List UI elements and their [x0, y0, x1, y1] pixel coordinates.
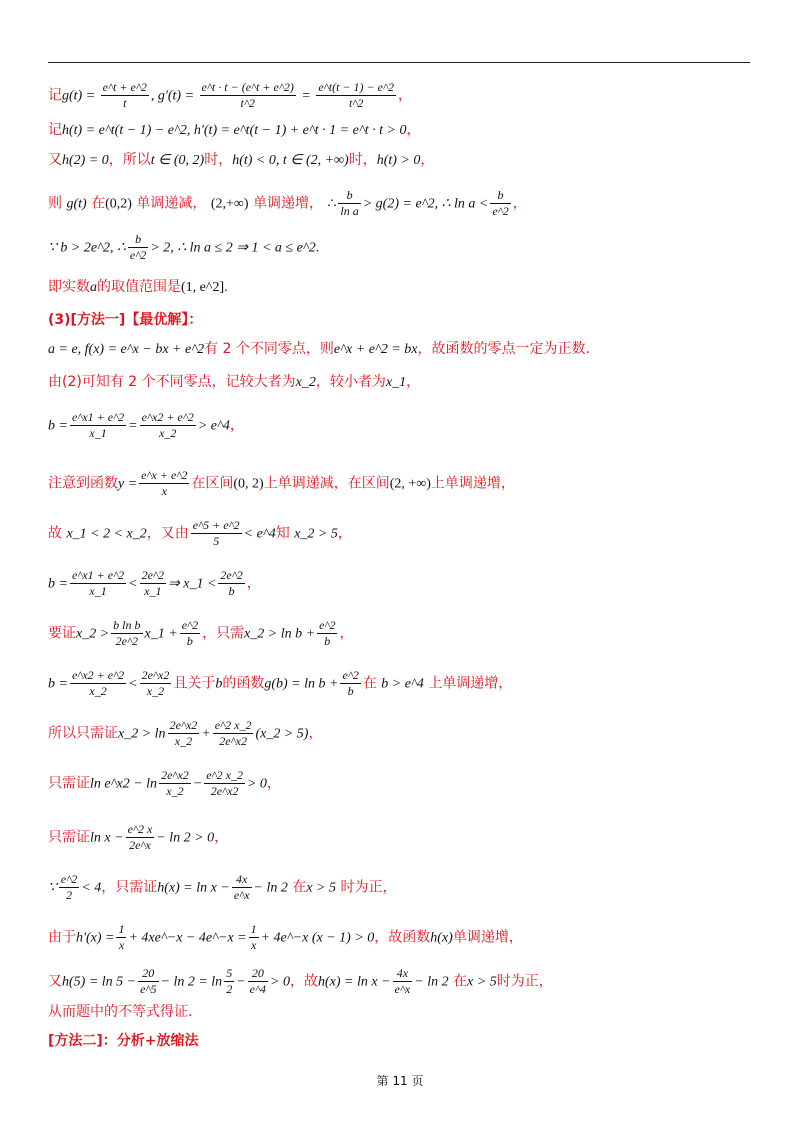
fraction: $\frac{2e\^{}x2}{x\_2}$: [161, 768, 189, 798]
fraction: $\frac{b}{\text{ln a}}$: [340, 188, 359, 218]
math: ln e^x2 − ln: [90, 776, 158, 792]
text: 由于: [48, 929, 76, 946]
text: 所以只需证: [48, 725, 118, 742]
math: a = e, f(x) = e^x − bx + e^2: [48, 342, 205, 357]
math: (0, 2): [233, 476, 264, 492]
fraction: $\frac{e\^{}2}{b}$: [181, 618, 199, 648]
math: (x_2 > 5): [255, 726, 309, 742]
math: b: [215, 676, 223, 692]
section-title: (3)[方法一]【最优解】：: [48, 312, 203, 328]
math: > 0: [270, 974, 290, 990]
math: a: [90, 280, 97, 295]
line-b-eq: [48, 410, 244, 441]
fraction: $\frac{e\^{}t(t - 1) - e\^{}2}{t\^{}2}$: [318, 80, 394, 110]
math: +: [201, 726, 211, 742]
math: x > 5: [306, 880, 336, 896]
text: ，较小者为: [315, 374, 386, 390]
page-number: 第 11 页: [376, 1074, 424, 1088]
math: g(t) =: [62, 88, 99, 104]
text: 上单调递增，: [428, 675, 513, 692]
fraction: $\frac{\text{b ln b}}{2e\^{}2}$: [113, 618, 141, 648]
text: 有 2 个不同零点，则: [204, 341, 334, 357]
math: .: [224, 280, 228, 295]
text: ，又由: [146, 525, 189, 542]
text: ，: [406, 122, 421, 138]
fraction: $\frac{e\^{}5 + e\^{}2}{5}$: [192, 518, 240, 548]
fraction: $\frac{2e\^{}2}{x\_1}$: [141, 568, 164, 598]
math: h(5) = ln 5 −: [62, 974, 137, 990]
text: ，: [266, 775, 281, 792]
line-h5: [48, 966, 553, 997]
math: =: [128, 418, 138, 434]
math: b =: [48, 576, 68, 592]
math: b =: [48, 418, 68, 434]
line-larger-smaller: [48, 375, 420, 390]
fraction: $\frac{20}{e\^{}5}$: [140, 966, 157, 996]
math: ∵: [48, 880, 57, 896]
math: (2, +∞): [389, 476, 431, 492]
line-need-x2: [48, 718, 322, 749]
math: (1, e^2]: [181, 280, 225, 295]
line-need-ln: [48, 768, 281, 799]
math: h(2) = 0: [62, 153, 109, 168]
math: x_2 >: [76, 626, 110, 642]
text: ，: [246, 575, 261, 592]
text: 时为正，: [496, 973, 553, 990]
math: b =: [48, 676, 68, 692]
math: b > e^4: [381, 676, 424, 692]
line-h-derivative: [48, 922, 523, 953]
math: + 4e^−x (x − 1) > 0: [260, 930, 375, 946]
text: 故: [48, 525, 62, 542]
math: h(t) > 0: [376, 153, 421, 168]
math: > g(2) = e^2, ∴ ln a <: [362, 196, 489, 212]
text: 从而题中的不等式得证.: [48, 1004, 193, 1020]
line-range: [48, 280, 228, 295]
fraction: $\frac{e\^{}x1 + e\^{}2}{x\_1}$: [71, 410, 125, 440]
text: 在: [91, 195, 106, 212]
text: 知: [275, 525, 290, 542]
text: ，故: [289, 973, 318, 990]
math: ln x −: [90, 830, 124, 846]
text: ，故函数的零点一定为正数.: [417, 341, 590, 357]
math: y =: [118, 476, 138, 492]
math: > e^4: [197, 418, 230, 434]
math: h(x) = ln x −: [317, 974, 391, 990]
math: <: [128, 676, 138, 692]
math: x_2 > ln b +: [244, 626, 316, 642]
text: ，: [308, 725, 323, 742]
line-need-h: [48, 872, 396, 903]
text: ，: [420, 152, 435, 168]
math: .: [315, 240, 320, 256]
fraction: $\frac{e\^{}2}{b}$: [342, 668, 359, 698]
fraction: $\frac{e\^{}2}{2}$: [60, 872, 78, 902]
fraction: $\frac{e\^{}2 x\_2}{2e\^{}x2}$: [214, 718, 252, 748]
line-g-derivative: [48, 80, 412, 111]
fraction: $\frac{e\^{}2 x\_2}{2e\^{}x2}$: [206, 768, 243, 798]
fraction: $\frac{e\^{}x + e\^{}2}{x}$: [141, 468, 188, 498]
text: 记: [48, 122, 62, 138]
math: h(t) = e^t(t − 1) − e^2, h'(t) = e^t(t − 1) + e^t · 1 = e^t · t > 0: [62, 123, 407, 138]
math: =: [297, 88, 315, 104]
math: x_2 > 5: [294, 526, 338, 542]
text: 且关于: [173, 675, 216, 692]
math: −: [236, 974, 246, 990]
fraction: $\frac{20}{e\^{}4}$: [249, 966, 267, 996]
text: 单调递增，: [253, 195, 324, 212]
line-h-def: [48, 123, 420, 138]
fraction: $\frac{2e\^{}2}{b}$: [220, 568, 243, 598]
line-g-b: [48, 668, 512, 699]
text: 在: [362, 675, 377, 692]
text: ，: [337, 525, 352, 542]
line-because-b: [48, 232, 319, 263]
text: 时为正，: [340, 879, 397, 896]
math: −: [192, 776, 203, 792]
math: e^x + e^2 = bx: [333, 342, 418, 357]
section-title: [方法二]：分析+放缩法: [48, 1033, 199, 1049]
text: ，所以: [108, 152, 151, 168]
math: x_1 < 2 < x_2: [66, 526, 147, 542]
line-zeros: [48, 342, 590, 357]
math: ∵ b > 2e^2, ∴: [48, 240, 126, 256]
math: > 2, ∴ ln a ≤ 2 ⇒ 1 < a ≤ e^2: [150, 240, 316, 256]
text: 时，: [348, 152, 377, 168]
text: 只需证: [48, 829, 90, 846]
fraction: $\frac{e\^{}t \cdot t - (e\^{}t + e\^{}2)}{t\^{}2}$: [201, 80, 294, 110]
line-x2-gt5: [48, 518, 352, 549]
math: < 4: [81, 880, 102, 896]
fraction: $\frac{1}{x}$: [118, 922, 125, 952]
math: <: [128, 576, 138, 592]
text: 即实数: [48, 279, 90, 295]
text: 在: [453, 973, 468, 990]
line-monotonic: [48, 188, 527, 219]
text: 单调递减，: [136, 195, 207, 212]
math: (0,2): [105, 196, 132, 212]
header-rule: [48, 62, 750, 63]
fraction: $\frac{e\^{}x1 + e\^{}2}{x\_1}$: [71, 568, 125, 598]
math: (2,+∞): [210, 196, 249, 212]
fraction: $\frac{e\^{}2}{b}$: [319, 618, 336, 648]
fraction: $\frac{e\^{}x2 + e\^{}2}{x\_2}$: [71, 668, 125, 698]
text: 时，: [204, 152, 233, 168]
fraction: $\frac{e\^{}2 x}{2e\^{}x}$: [127, 822, 153, 852]
math: − ln 2 = ln: [160, 974, 223, 990]
math: g(b) = ln b +: [264, 676, 339, 692]
math: x_1: [385, 375, 407, 390]
text: 的取值范围是: [97, 279, 181, 295]
text: ，故函数: [374, 929, 431, 946]
math: > 0: [246, 776, 267, 792]
text: 记: [48, 87, 62, 104]
math: h'(x) =: [76, 930, 115, 946]
math: − ln 2 > 0: [156, 830, 215, 846]
fraction: $\frac{e\^{}x2 + e\^{}2}{x\_2}$: [141, 410, 194, 440]
math: h(x): [430, 930, 453, 946]
text: ，: [398, 87, 412, 104]
fraction: $\frac{2e\^{}x2}{x\_2}$: [141, 668, 170, 698]
line-conclusion: [48, 1005, 192, 1019]
fraction: $\frac{1}{x}$: [250, 922, 257, 952]
section-method-2: [48, 1034, 199, 1048]
fraction: $\frac{5}{2}$: [226, 966, 233, 996]
text: ，: [229, 417, 244, 434]
fraction: $\frac{4x}{e\^{}x}$: [233, 872, 250, 902]
math: − ln 2: [253, 880, 288, 896]
math: h(t) < 0, t ∈ (2, +∞): [232, 153, 349, 168]
math: − ln 2: [414, 974, 449, 990]
line-h-sign: [48, 153, 434, 168]
text: 的函数: [222, 675, 265, 692]
text: ，: [339, 625, 354, 642]
text: 在: [292, 879, 307, 896]
text: ，: [214, 829, 229, 846]
math: , g'(t) =: [150, 88, 198, 104]
math: ∴: [327, 196, 337, 212]
fraction: $\frac{e\^{}t + e\^{}2}{t}$: [102, 80, 147, 110]
text: 上单调递增，: [430, 475, 515, 492]
math: t ∈ (0, 2): [150, 153, 205, 168]
text: 在区间: [191, 475, 234, 492]
math: x_1 +: [144, 626, 178, 642]
text: 则: [48, 195, 62, 212]
text: 单调递增，: [452, 929, 523, 946]
math: g(t): [66, 196, 87, 212]
line-x1-bound: [48, 568, 261, 599]
math: x > 5: [467, 974, 497, 990]
text: 又: [48, 973, 62, 990]
math: + 4xe^−x − 4e^−x =: [128, 930, 247, 946]
text: 只需证: [48, 775, 90, 792]
text: 上单调递减，在区间: [263, 475, 390, 492]
text: ，: [406, 374, 421, 390]
section-method-1: [48, 313, 202, 327]
line-function-y: [48, 468, 515, 499]
math: h(x) = ln x −: [157, 880, 230, 896]
text: ，只需证: [101, 879, 158, 896]
fraction: $\frac{4x}{e\^{}x}$: [394, 966, 411, 996]
line-to-prove: [48, 618, 353, 649]
math: < e^4: [243, 526, 276, 542]
fraction: $\frac{2e\^{}x2}{x\_2}$: [169, 718, 198, 748]
text: 要证: [48, 625, 76, 642]
math: ⇒ x_1 <: [168, 576, 217, 592]
text: 由(2)可知有 2 个不同零点，记较大者为: [48, 374, 296, 390]
fraction: $\frac{b}{e\^{}2}$: [492, 188, 509, 218]
line-need-lnx: [48, 822, 228, 853]
text: ，只需: [202, 625, 245, 642]
text: ，: [512, 195, 527, 212]
math: x_2: [295, 375, 316, 390]
text: 又: [48, 152, 62, 168]
text: 注意到函数: [48, 475, 118, 492]
math: x_2 > ln: [118, 726, 166, 742]
fraction: $\frac{b}{e\^{}2}$: [129, 232, 147, 262]
